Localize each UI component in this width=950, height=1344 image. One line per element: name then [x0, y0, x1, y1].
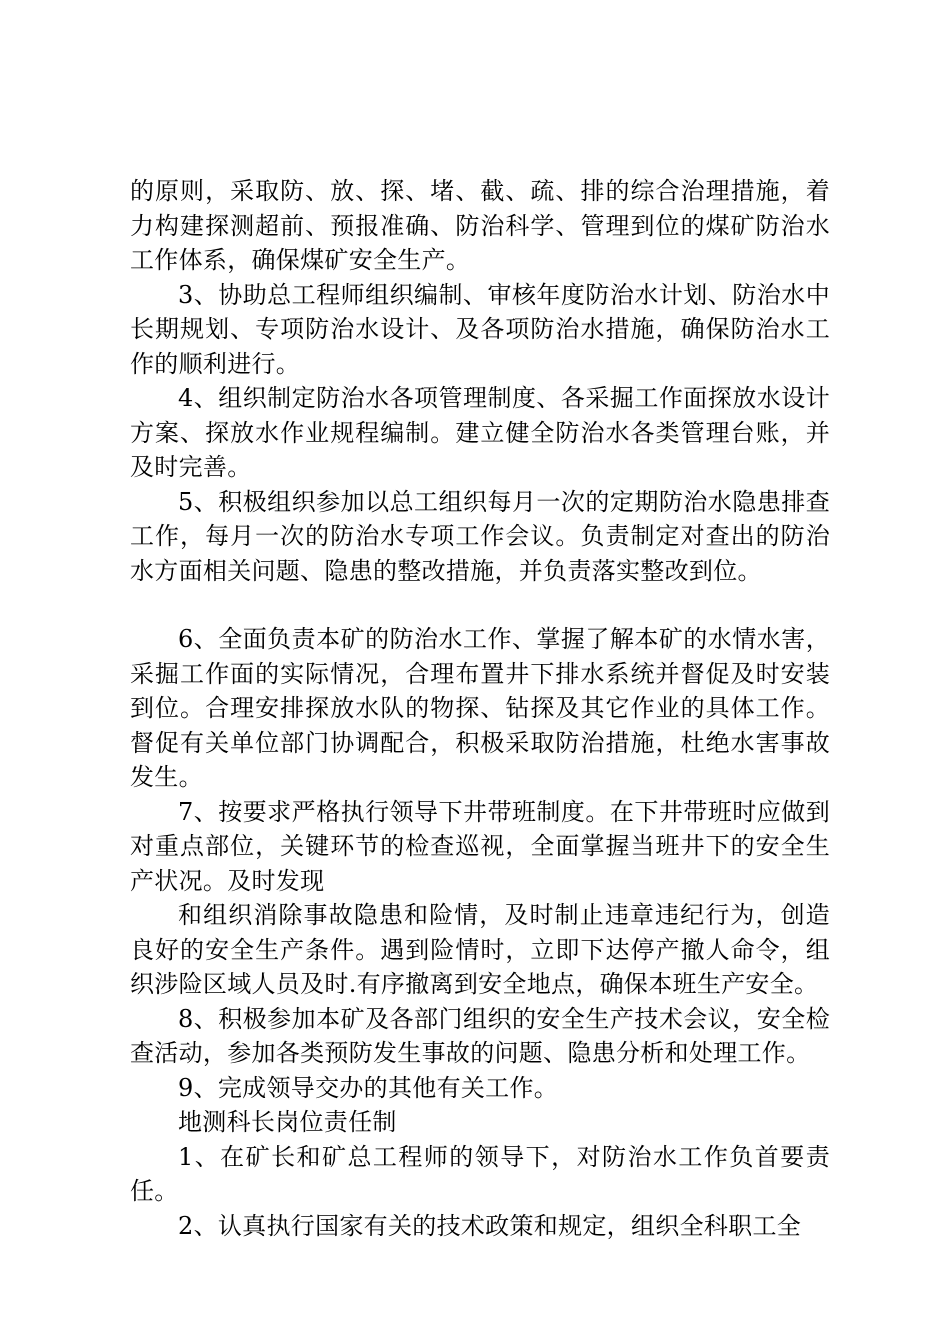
paragraph-item-7: 7、按要求严格执行领导下井带班制度。在下井带班时应做到对重点部位，关键环节的检查巡视，全面掌握当班井下的安全生产状况。及时发现	[130, 797, 830, 895]
paragraph-continuation: 的原则，采取防、放、探、堵、截、疏、排的综合治理措施，着力构建探测超前、预报准确、防治科学、管理到位的煤矿防治水工作体系，确保煤矿安全生产。	[130, 177, 830, 274]
paragraph-item-8: 8、积极参加本矿及各部门组织的安全生产技术会议，安全检查活动，参加各类预防发生事故的问题、隐患分析和处理工作。	[130, 1004, 830, 1067]
paragraph-duty-1: 1、在矿长和矿总工程师的领导下，对防治水工作负首要责任。	[130, 1142, 830, 1205]
paragraph-item-7-continued: 和组织消除事故隐患和险情，及时制止违章违纪行为，创造良好的安全生产条件。遇到险情时，立即下达停产撤人命令，组织涉险区域人员及时.有序撤离到安全地点，确保本班生产安全。	[130, 901, 830, 998]
paragraph-duty-2: 2、认真执行国家有关的技术政策和规定，组织全科职工全	[178, 1211, 802, 1240]
paragraph-item-4: 4、组织制定防治水各项管理制度、各采掘工作面探放水设计方案、探放水作业规程编制。建立健全防治水各类管理台账，并及时完善。	[130, 384, 830, 481]
paragraph-item-9: 9、完成领导交办的其他有关工作。	[178, 1073, 559, 1102]
section-heading: 地测科长岗位责任制	[178, 1108, 397, 1136]
document-body	[130, 174, 830, 1243]
paragraph-item-3: 3、协助总工程师组织编制、审核年度防治水计划、防治水中长期规划、专项防治水设计、及各项防治水措施，确保防治水工作的顺利进行。	[130, 280, 830, 378]
paragraph-item-5: 5、积极组织参加以总工组织每月一次的定期防治水隐患排查工作，每月一次的防治水专项工作会议。负责制定对查出的防治水方面相关问题、隐患的整改措施，并负责落实整改到位。	[130, 487, 830, 585]
paragraph-item-6: 6、全面负责本矿的防治水工作、掌握了解本矿的水情水害，采掘工作面的实际情况，合理布置井下排水系统并督促及时安装到位。合理安排探放水队的物探、钻探及其它作业的具体工作。督促有关单位部门协调配合，积极采取防治措施，杜绝水害事故发生。	[130, 625, 830, 791]
